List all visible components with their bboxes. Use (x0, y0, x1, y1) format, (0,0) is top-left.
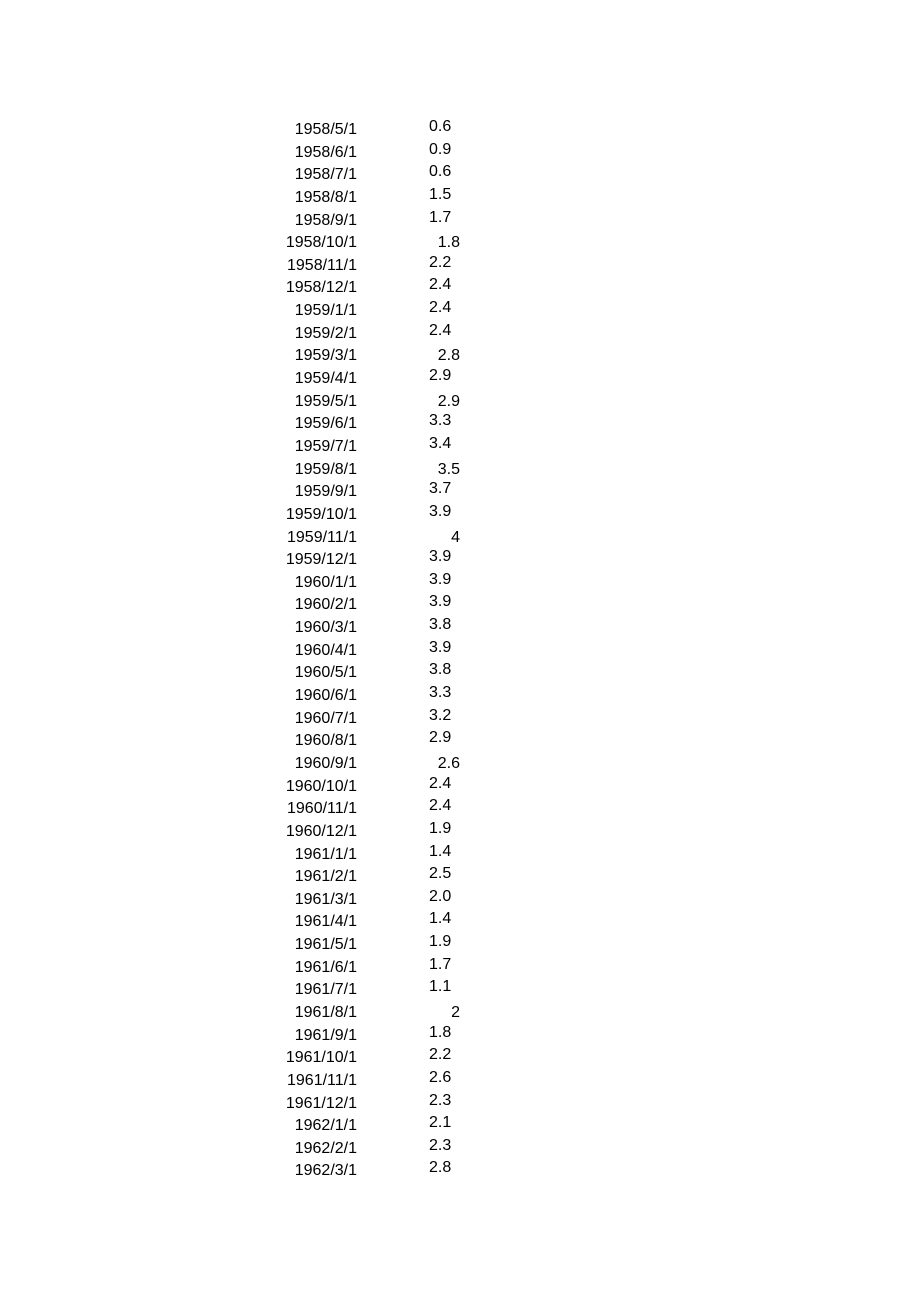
date-cell: 1960/12/1 (285, 822, 357, 840)
value-cell: 3.5 (437, 460, 460, 478)
value-cell: 2.6 (429, 1068, 452, 1086)
value-cell: 3.9 (429, 502, 452, 520)
date-cell: 1960/9/1 (294, 754, 357, 772)
table-row (0, 1001, 920, 1024)
date-cell: 1958/9/1 (294, 211, 357, 229)
value-cell: 3.9 (429, 593, 452, 611)
table-row (0, 503, 920, 526)
table-row (0, 209, 920, 232)
date-cell: 1959/10/1 (285, 505, 357, 523)
value-cell: 1.4 (429, 842, 452, 860)
date-cell: 1961/12/1 (285, 1094, 357, 1112)
date-cell: 1961/5/1 (294, 936, 357, 954)
date-cell: 1959/7/1 (294, 437, 357, 455)
table-row (0, 344, 920, 367)
table-row (0, 1137, 920, 1160)
date-cell: 1961/7/1 (294, 981, 357, 999)
table-row (0, 458, 920, 481)
table-row (0, 526, 920, 549)
value-cell: 1.5 (429, 185, 452, 203)
date-cell: 1960/5/1 (294, 664, 357, 682)
date-cell: 1959/3/1 (294, 347, 357, 365)
value-cell: 3.9 (429, 638, 452, 656)
table-row (0, 910, 920, 933)
value-cell: 3.8 (429, 616, 452, 634)
date-cell: 1960/11/1 (287, 800, 357, 818)
value-cell: 3.7 (429, 480, 452, 498)
value-cell: 1.8 (437, 234, 460, 252)
table-row (0, 684, 920, 707)
table-row (0, 390, 920, 413)
table-row (0, 1024, 920, 1047)
value-cell: 3.3 (429, 684, 452, 702)
table-row (0, 843, 920, 866)
table-row (0, 412, 920, 435)
table-row (0, 118, 920, 141)
value-cell: 4 (451, 528, 460, 546)
table-row (0, 956, 920, 979)
date-cell: 1958/5/1 (294, 121, 357, 138)
table-row (0, 661, 920, 684)
date-cell: 1959/5/1 (294, 392, 357, 410)
table-row (0, 254, 920, 277)
table-row (0, 1159, 920, 1182)
table-row (0, 639, 920, 662)
date-cell: 1959/12/1 (285, 551, 357, 569)
date-cell: 1961/10/1 (285, 1049, 357, 1067)
table-row (0, 888, 920, 911)
value-cell: 3.3 (429, 412, 452, 430)
value-cell: 1.1 (429, 978, 452, 996)
value-cell: 2.9 (429, 729, 452, 747)
table-row (0, 480, 920, 503)
table-row (0, 707, 920, 730)
date-cell: 1958/12/1 (285, 279, 357, 297)
value-cell: 2.0 (429, 887, 452, 905)
value-cell: 0.6 (429, 118, 452, 135)
table-row (0, 322, 920, 345)
value-cell: 2 (451, 1003, 460, 1021)
value-cell: 1.4 (429, 910, 452, 928)
table-row (0, 593, 920, 616)
date-cell: 1960/1/1 (294, 573, 357, 591)
date-cell: 1959/2/1 (294, 324, 357, 342)
date-cell: 1959/8/1 (294, 460, 357, 478)
date-cell: 1958/6/1 (294, 143, 357, 161)
table-row (0, 1114, 920, 1137)
data-sheet (0, 118, 920, 1182)
value-cell: 2.4 (429, 299, 452, 317)
date-cell: 1962/2/1 (294, 1139, 357, 1157)
table-row (0, 299, 920, 322)
table-row (0, 435, 920, 458)
value-cell: 0.9 (429, 140, 452, 158)
table-row (0, 548, 920, 571)
table-row (0, 163, 920, 186)
date-cell: 1960/8/1 (294, 732, 357, 750)
table-row (0, 276, 920, 299)
value-cell: 3.9 (429, 570, 452, 588)
table-row (0, 752, 920, 775)
table-row (0, 865, 920, 888)
table-row (0, 231, 920, 254)
date-cell: 1961/9/1 (294, 1026, 357, 1044)
table-row (0, 616, 920, 639)
table-row (0, 1092, 920, 1115)
table-row (0, 186, 920, 209)
date-cell: 1961/3/1 (294, 890, 357, 908)
value-cell: 1.8 (429, 1023, 452, 1041)
table-row (0, 571, 920, 594)
date-cell: 1958/11/1 (287, 256, 357, 274)
date-cell: 1960/4/1 (294, 641, 357, 659)
table-row (0, 729, 920, 752)
date-cell: 1959/6/1 (294, 415, 357, 433)
date-cell: 1961/1/1 (294, 845, 357, 863)
table-row (0, 933, 920, 956)
value-cell: 1.9 (429, 933, 452, 951)
date-cell: 1962/1/1 (294, 1117, 357, 1135)
value-cell: 2.4 (429, 774, 452, 792)
value-cell: 2.4 (429, 797, 452, 815)
date-cell: 1960/2/1 (294, 596, 357, 614)
date-cell: 1960/6/1 (294, 687, 357, 705)
value-cell: 2.4 (429, 276, 452, 294)
table-row (0, 1069, 920, 1092)
value-cell: 2.3 (429, 1091, 452, 1109)
value-cell: 3.9 (429, 548, 452, 566)
date-cell: 1961/2/1 (294, 868, 357, 886)
date-cell: 1960/7/1 (294, 709, 357, 727)
date-cell: 1959/1/1 (294, 302, 357, 320)
date-cell: 1960/3/1 (294, 619, 357, 637)
date-cell: 1962/3/1 (294, 1162, 357, 1180)
date-cell: 1961/4/1 (294, 913, 357, 931)
value-cell: 2.9 (429, 367, 452, 385)
value-cell: 2.1 (429, 1114, 452, 1132)
value-cell: 2.4 (429, 321, 452, 339)
table-row (0, 1046, 920, 1069)
date-cell: 1960/10/1 (285, 777, 357, 795)
value-cell: 1.7 (429, 208, 452, 226)
value-cell: 2.5 (429, 865, 452, 883)
value-cell: 2.3 (429, 1136, 452, 1154)
value-cell: 3.8 (429, 661, 452, 679)
table-row (0, 820, 920, 843)
date-cell: 1959/11/1 (287, 528, 357, 546)
value-cell: 3.4 (429, 434, 452, 452)
table-row (0, 141, 920, 164)
date-cell: 1961/11/1 (287, 1071, 357, 1089)
value-cell: 0.6 (429, 163, 452, 181)
value-cell: 2.9 (437, 392, 460, 410)
value-cell: 1.7 (429, 955, 452, 973)
date-cell: 1961/8/1 (294, 1003, 357, 1021)
date-cell: 1959/9/1 (294, 483, 357, 501)
value-cell: 1.9 (429, 819, 452, 837)
date-cell: 1961/6/1 (294, 958, 357, 976)
date-cell: 1959/4/1 (294, 370, 357, 388)
value-cell: 3.2 (429, 706, 452, 724)
value-cell: 2.8 (437, 347, 460, 365)
table-row (0, 797, 920, 820)
table-row (0, 367, 920, 390)
table-row (0, 978, 920, 1001)
date-cell: 1958/10/1 (285, 234, 357, 252)
value-cell: 2.8 (429, 1159, 452, 1177)
date-cell: 1958/7/1 (294, 166, 357, 184)
value-cell: 2.6 (437, 754, 460, 772)
table-row (0, 775, 920, 798)
value-cell: 2.2 (429, 253, 452, 271)
date-cell: 1958/8/1 (294, 188, 357, 206)
value-cell: 2.2 (429, 1046, 452, 1064)
